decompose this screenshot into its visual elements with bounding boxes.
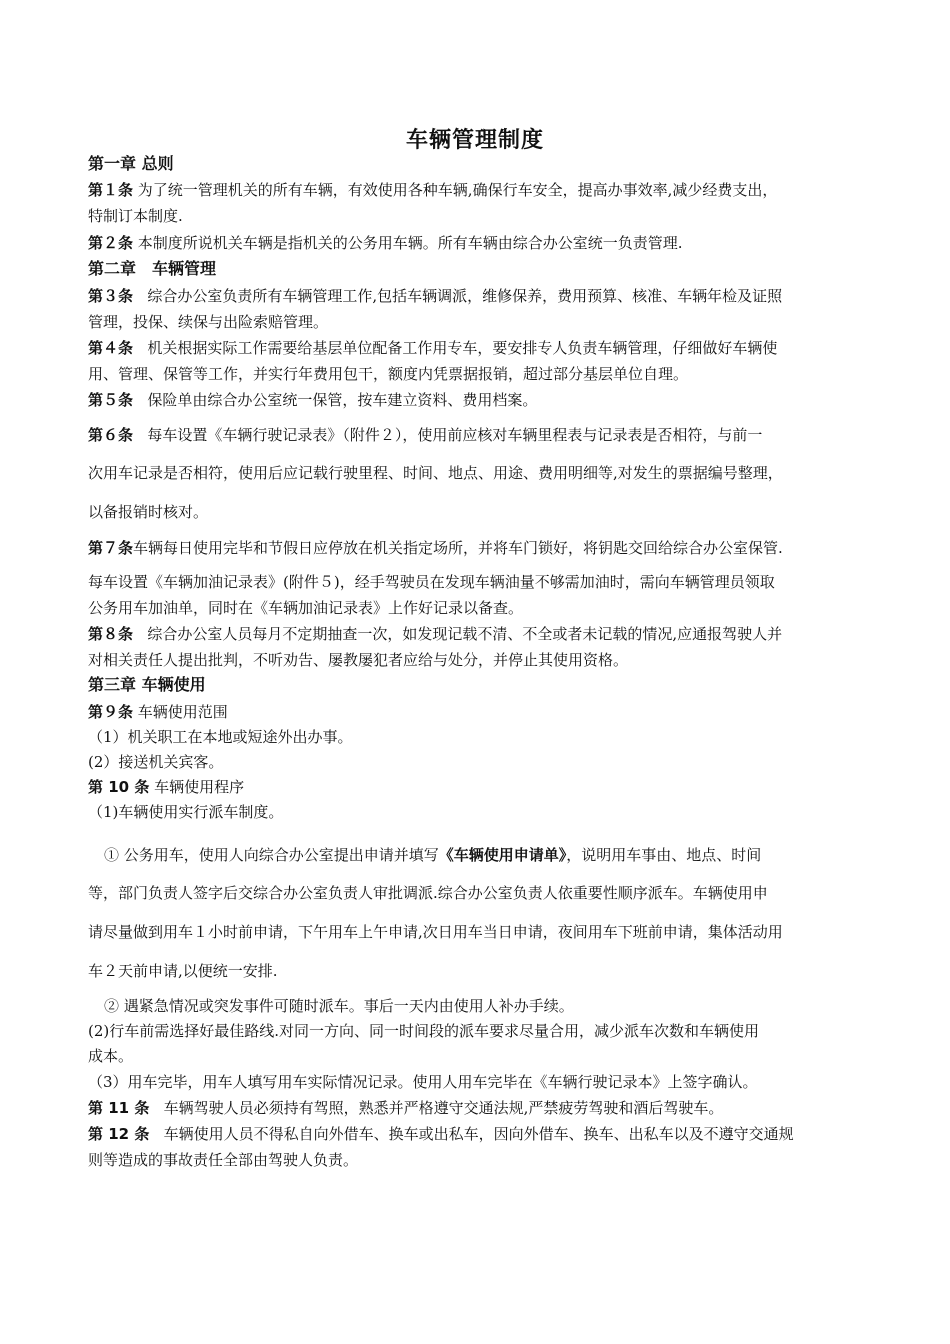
article-6-label: 第６条: [88, 426, 134, 444]
article-4-line-2: 用、管理、保管等工作，并实行年费用包干，额度内凭票据报销，超过部分基层单位自理。: [88, 365, 689, 383]
article-12-text: 车辆使用人员不得私自向外借车、换车或出私车，因向外借车、换车、出私车以及不遵守交通规: [163, 1125, 794, 1143]
article-2-label: 第２条: [88, 234, 134, 252]
article-4-label: 第４条: [88, 339, 134, 357]
article-7-line-2: 每车设置《车辆加油记录表》(附件５)，经手驾驶员在发现车辆油量不够需加油时，需向车辆管理员领取: [88, 573, 775, 591]
article-7-label: 第７条: [88, 539, 134, 557]
article-5-line-1: [88, 390, 537, 410]
article-10-text: 车辆使用程序: [154, 778, 245, 796]
article-11-label: 第 11 条: [88, 1099, 150, 1117]
clause-1-text-post: ，说明用车事由、地点、时间: [566, 846, 762, 864]
article-10-label: 第 10 条: [88, 778, 150, 796]
article-7-line-3: 公务用车加油单，同时在《车辆加油记录表》上作好记录以备查。: [88, 599, 524, 617]
article-9-line-1: [88, 702, 228, 722]
article-9-label: 第９条: [88, 703, 134, 721]
article-10-clause-1-line-3: 请尽量做到用车１小时前申请，下午用车上午申请,次日用车当日申请，夜间用车下班前申请，集体活动用: [88, 923, 783, 941]
clause-1-form-name: 《车辆使用申请单》: [438, 846, 567, 864]
article-3-line-2: 管理，投保、续保与出险索赔管理。: [88, 313, 329, 331]
article-10-clause-1-line-4: 车２天前申请,以便统一安排.: [88, 962, 278, 980]
document-title: 车辆管理制度: [405, 128, 544, 153]
article-6-text: 每车设置《车辆行驶记录表》（附件２），使用前应核对车辆里程表与记录表是否相符，与前一: [147, 426, 763, 444]
article-8-line-1: [88, 624, 782, 644]
article-12-line-1: [88, 1124, 794, 1144]
article-10-item-1: （1)车辆使用实行派车制度。: [88, 803, 284, 821]
article-11-text: 车辆驾驶人员必须持有驾照，熟悉并严格遵守交通法规,严禁疲劳驾驶和酒后驾驶车。: [163, 1099, 724, 1117]
chapter-3-heading: 第三章 车辆使用: [88, 675, 206, 694]
article-10-clause-2: ② 遇紧急情况或突发事件可随时派车。事后一天内由使用人补办手续。: [104, 997, 574, 1015]
article-12-line-2: 则等造成的事故责任全部由驾驶人负责。: [88, 1151, 359, 1169]
article-6-line-2: 次用车记录是否相符，使用后应记载行驶里程、时间、地点、用途、费用明细等,对发生的票据编号整理，: [88, 464, 783, 482]
chapter-1-heading: 第一章 总则: [88, 154, 174, 173]
article-3-line-1: [88, 286, 782, 306]
article-6-line-3: 以备报销时核对。: [88, 503, 209, 521]
article-10-item-2-line-2: 成本。: [88, 1047, 134, 1065]
article-5-label: 第５条: [88, 391, 134, 409]
article-4-text: 机关根据实际工作需要给基层单位配备工作用专车，要安排专人负责车辆管理，仔细做好车辆使: [147, 339, 778, 357]
article-2-text: 本制度所说机关车辆是指机关的公务用车辆。所有车辆由综合办公室统一负责管理.: [137, 234, 683, 252]
article-3-text: 综合办公室负责所有车辆管理工作,包括车辆调派，维修保养，费用预算、核准、车辆年检及证照: [147, 287, 783, 305]
article-8-line-2: 对相关责任人提出批判，不听劝告、屡教屡犯者应给与处分，并停止其使用资格。: [88, 651, 629, 669]
article-5-text: 保险单由综合办公室统一保管，按车建立资料、费用档案。: [147, 391, 538, 409]
article-1-line-1: [88, 180, 777, 200]
article-3-label: 第３条: [88, 287, 134, 305]
article-2-line-1: [88, 233, 683, 253]
article-10-item-3: （3）用车完毕，用车人填写用车实际情况记录。使用人用车完毕在《车辆行驶记录本》上签字确认。: [88, 1073, 758, 1091]
article-9-text: 车辆使用范围: [137, 703, 228, 721]
article-10-item-2-line-1: (2)行车前需选择好最佳路线.对同一方向、同一时间段的派车要求尽量合用，减少派车次数和车辆使用: [88, 1022, 760, 1040]
article-9-item-1: （1）机关职工在本地或短途外出办事。: [88, 728, 353, 746]
article-8-text: 综合办公室人员每月不定期抽查一次，如发现记载不清、不全或者未记载的情况,应通报驾驶人并: [147, 625, 783, 643]
article-11-line-1: [88, 1098, 723, 1118]
article-12-label: 第 12 条: [88, 1125, 150, 1143]
article-10-line-1: [88, 777, 244, 797]
article-7-text: 车辆每日使用完毕和节假日应停放在机关指定场所，并将车门锁好，将钥匙交回给综合办公室保管.: [133, 539, 783, 557]
article-4-line-1: [88, 338, 777, 358]
article-9-item-2: (2）接送机关宾客。: [88, 753, 224, 771]
article-1-text: 为了统一管理机关的所有车辆，有效使用各种车辆,确保行车安全，提高办事效率,减少经费支出，: [137, 181, 778, 199]
article-10-clause-1-line-1: [104, 845, 761, 865]
article-10-clause-1-line-2: 等，部门负责人签字后交综合办公室负责人审批调派.综合办公室负责人依重要性顺序派车。车辆使用申: [88, 884, 768, 902]
article-8-label: 第８条: [88, 625, 134, 643]
article-7-line-1: [88, 538, 783, 558]
article-1-label: 第１条: [88, 181, 134, 199]
article-6-line-1: [88, 425, 762, 445]
clause-1-text-pre: ① 公务用车，使用人向综合办公室提出申请并填写: [104, 846, 439, 864]
chapter-2-heading: 第二章 车辆管理: [88, 259, 217, 278]
article-1-line-2: 特制订本制度.: [88, 207, 183, 225]
